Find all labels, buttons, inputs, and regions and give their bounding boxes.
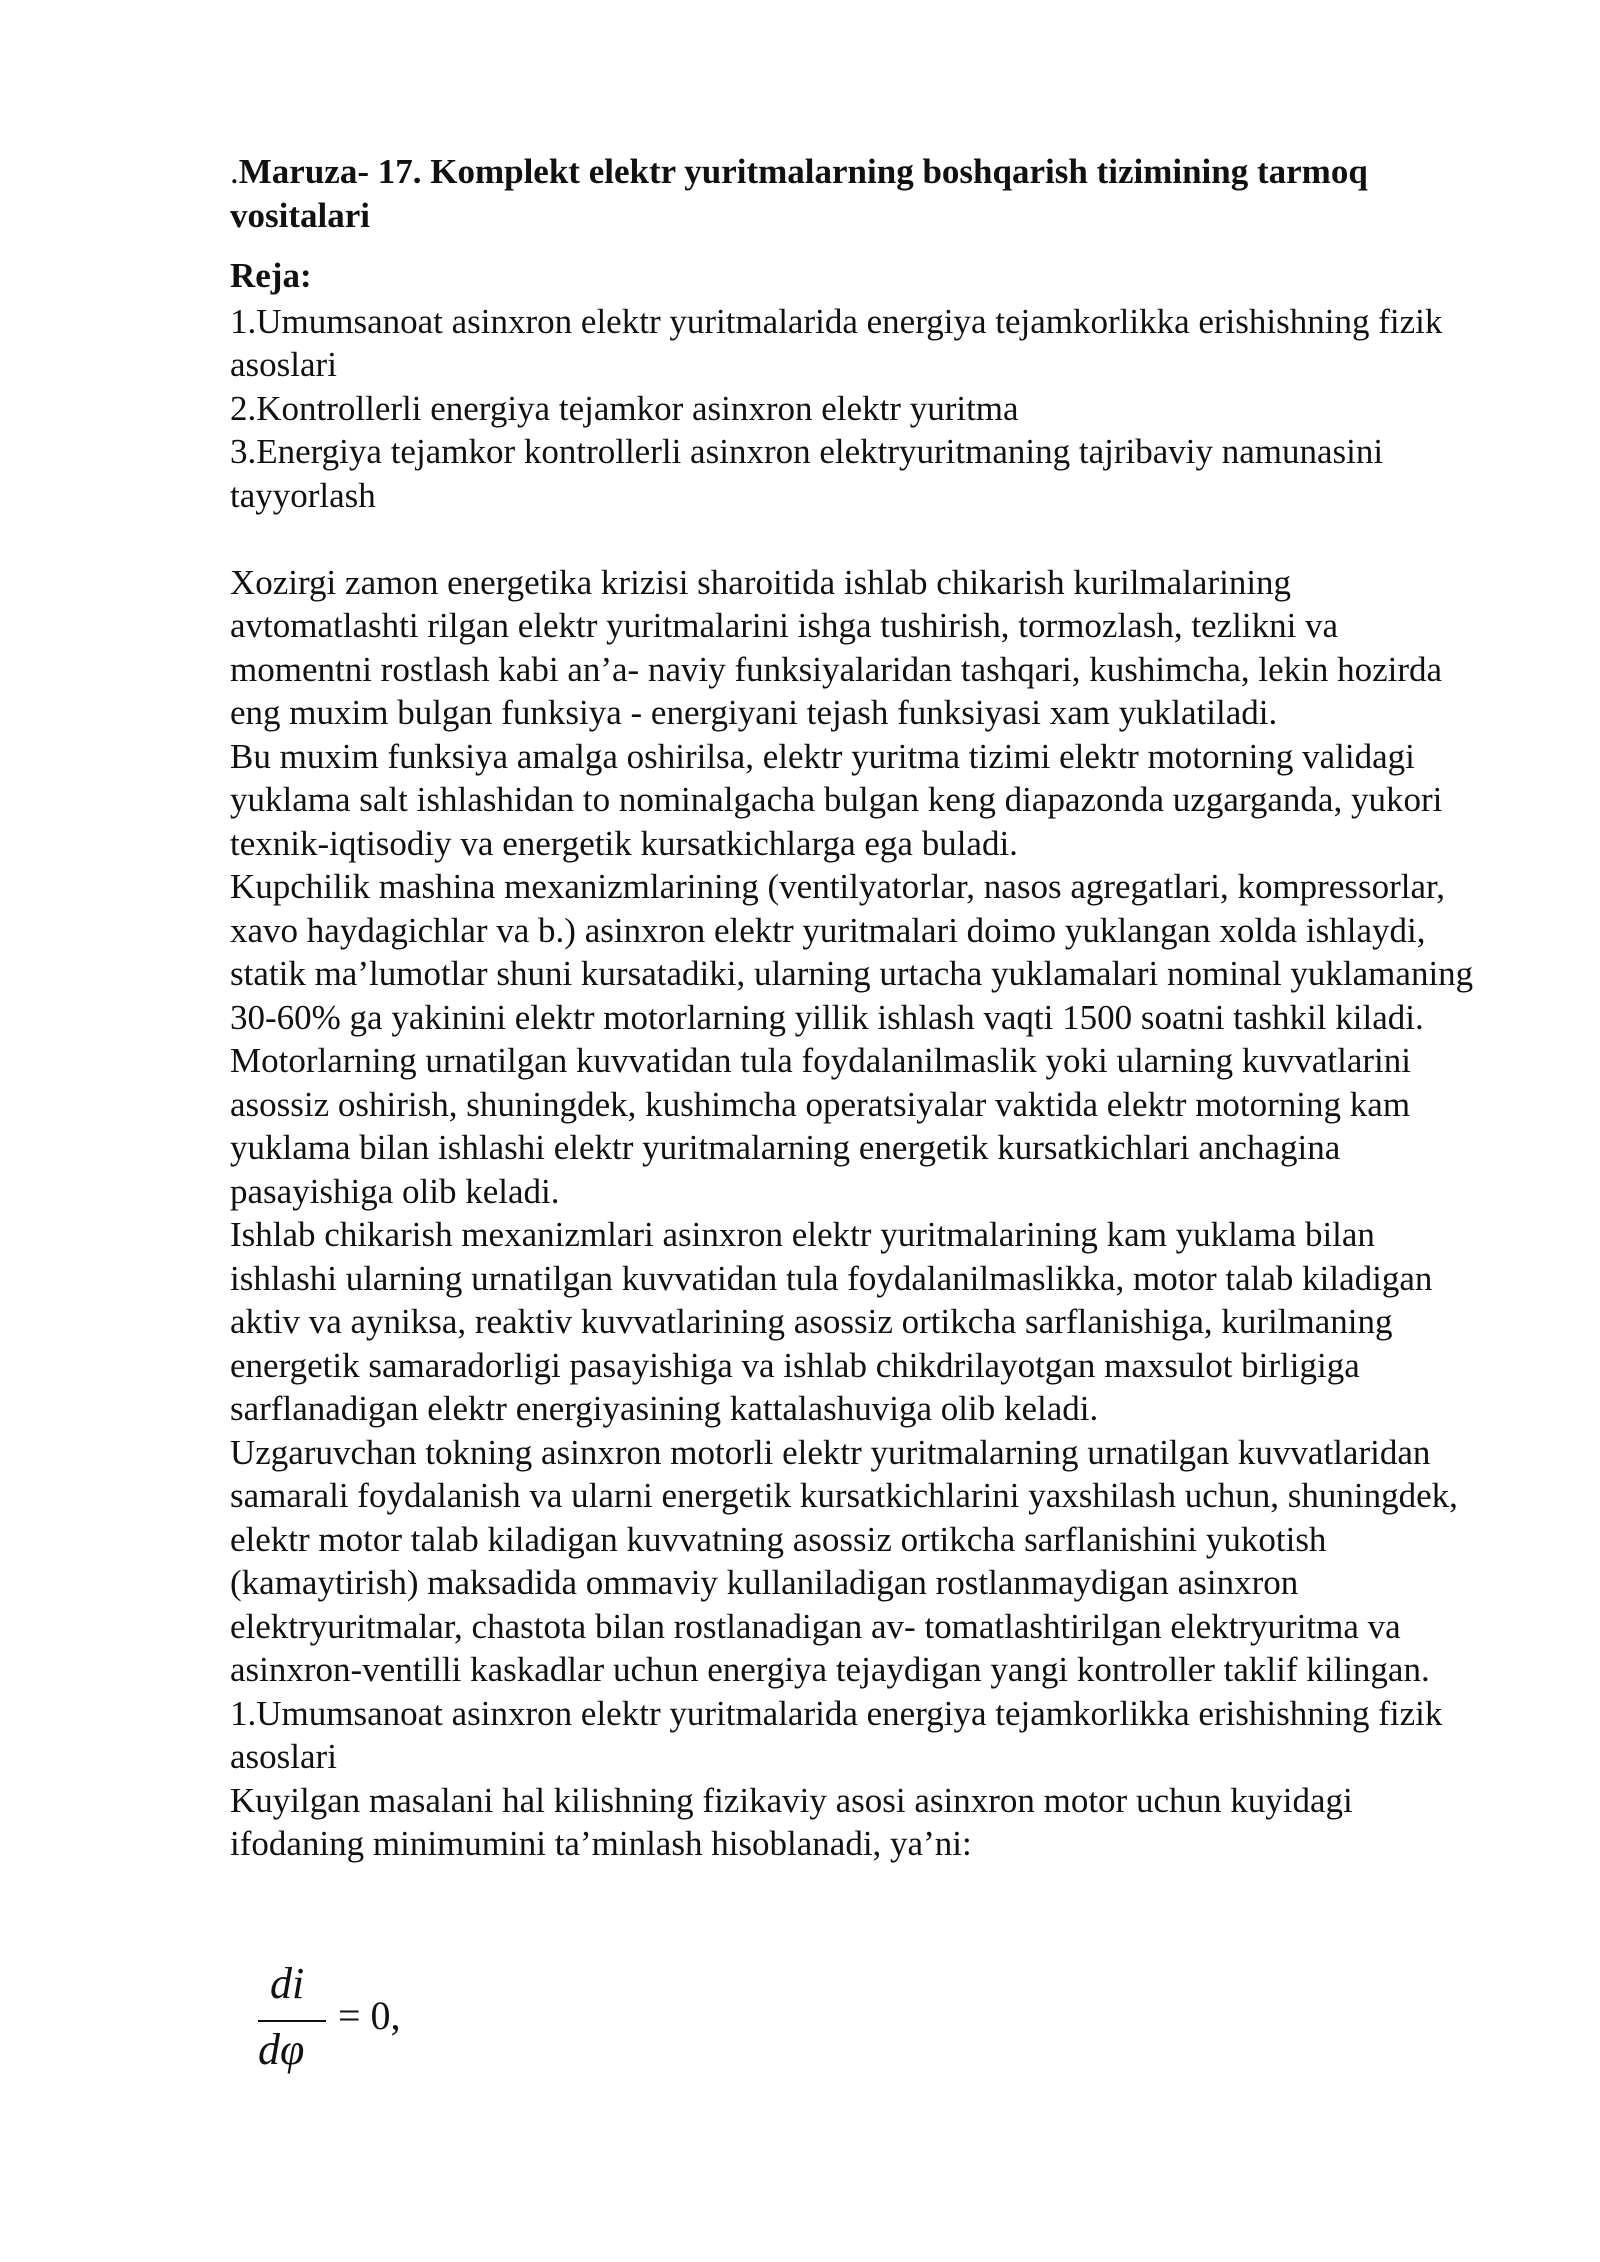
formula-denominator: dφ [258,2025,305,2074]
body-paragraph: Ishlab chikarish mexanizmlari asinxron elektr yuritmalarining kam yuklama bilan ishlashi ularning urnatilgan kuvvatidan tula foydalanilmaslikka, motor talab kiladigan aktiv va ayniksa, reaktiv kuvvatlarining asossiz ortikcha sarflanishiga, kurilmaning energetik samaradorligi pasayishiga va ishlab chikdrilayotgan maxsulot birligiga sarflanadigan elektr energiyasining kattalashuviga olib keladi. [230,1215,1433,1428]
formula-rhs: = 0, [338,1993,401,2038]
body-paragraph: Bu muxim funksiya amalga oshirilsa, elektr yuritma tizimi elektr motorning validagi yuklama salt ishlashidan to nominalgacha bulgan keng diapazonda uzgarganda, yukori texnik-iqtisodiy va energetik kursatkichlarga ega buladi. [230,736,1443,863]
plan-item: 3.Energiya tejamkor kontrollerli asinxron elektryuritmaning tajribaviy namunasini tayyorlash [230,432,1384,515]
body-paragraph: Motorlarning urnatilgan kuvvatidan tula foydalanilmaslik yoki ularning kuvvatlarini asossiz oshirish, shuningdek, kushimcha operatsiyalar vaktida elektr motorning kam yuklama bilan ishlashi elektr yuritmalarning energetik kursatkichlari anchagina pasayishiga olib keladi. [230,1041,1411,1211]
document-page [230,150,1480,1866]
body-paragraph: Kuyilgan masalani hal kilishning fizikaviy asosi asinxron motor uchun kuyidagi ifodaning minimumini ta’minlash hisoblanadi, ya’ni: [230,1780,1353,1863]
lecture-title [230,150,1480,237]
derivative-formula [250,1958,450,2098]
body-paragraph: Uzgaruvchan tokning asinxron motorli elektr yuritmalarning urnatilgan kuvvatlaridan samarali foydalanish va ularni energetik kursatkichlarini yaxshilash uchun, shuningdek, elektr motor talab kiladigan kuvvatning asossiz ortikcha sarflanishini yukotish (kamaytirish) maksadida ommaviy kullaniladigan rostlanmaydigan asinxron elektryuritmalar, chastota bilan rostlanadigan av- tomatlashtirilgan elektryuritma va asinxron-ventilli kaskadlar uchun energiya tejaydigan yangi kontroller taklif kilingan. [230,1432,1458,1689]
formula-numerator: di [270,1959,305,2008]
body-paragraph: Xozirgi zamon energetika krizisi sharoitida ishlab chikarish kurilmalarining avtomatlashti rilgan elektr yuritmalarini ishga tushirish, tormozlash, tezlikni va momentni rostlash kabi an’a- naviy funksiyalaridan tashqari, kushimcha, lekin hozirda eng muxim bulgan funksiya - energiyani tejash funksiyasi xam yuklatiladi. [230,562,1443,732]
section-heading: 1.Umumsanoat asinxron elektr yuritmalarida energiya tejamkorlikka erishishning fizik asoslari [230,1693,1443,1776]
blank-line [230,517,1480,561]
plan-label: Reja: [230,256,312,295]
title-prefix: . [230,152,239,191]
plan-item: 1.Umumsanoat asinxron elektr yuritmalarida energiya tejamkorlikka erishishning fizik asoslari [230,301,1443,384]
plan-list [230,300,1480,518]
body-paragraph: Kupchilik mashina mexanizmlarining (ventilyatorlar, nasos agregatlari, kompressorlar, xavo haydagichlar va b.) asinxron elektr yuritmalari doimo yuklangan xolda ishlaydi, statik ma’lumotlar shuni kursatadiki, ularning urtacha yuklamalari nominal yuklamaning 30-60% ga yakinini elektr motorlarning yillik ishlash vaqti 1500 soatni tashkil kiladi. [230,867,1474,1037]
title-text: Maruza- 17. Komplekt elektr yuritmalarning boshqarish tizimining tarmoq vositalari [230,152,1368,235]
plan-item: 2.Kontrollerli energiya tejamkor asinxron elektr yuritma [230,388,1019,428]
